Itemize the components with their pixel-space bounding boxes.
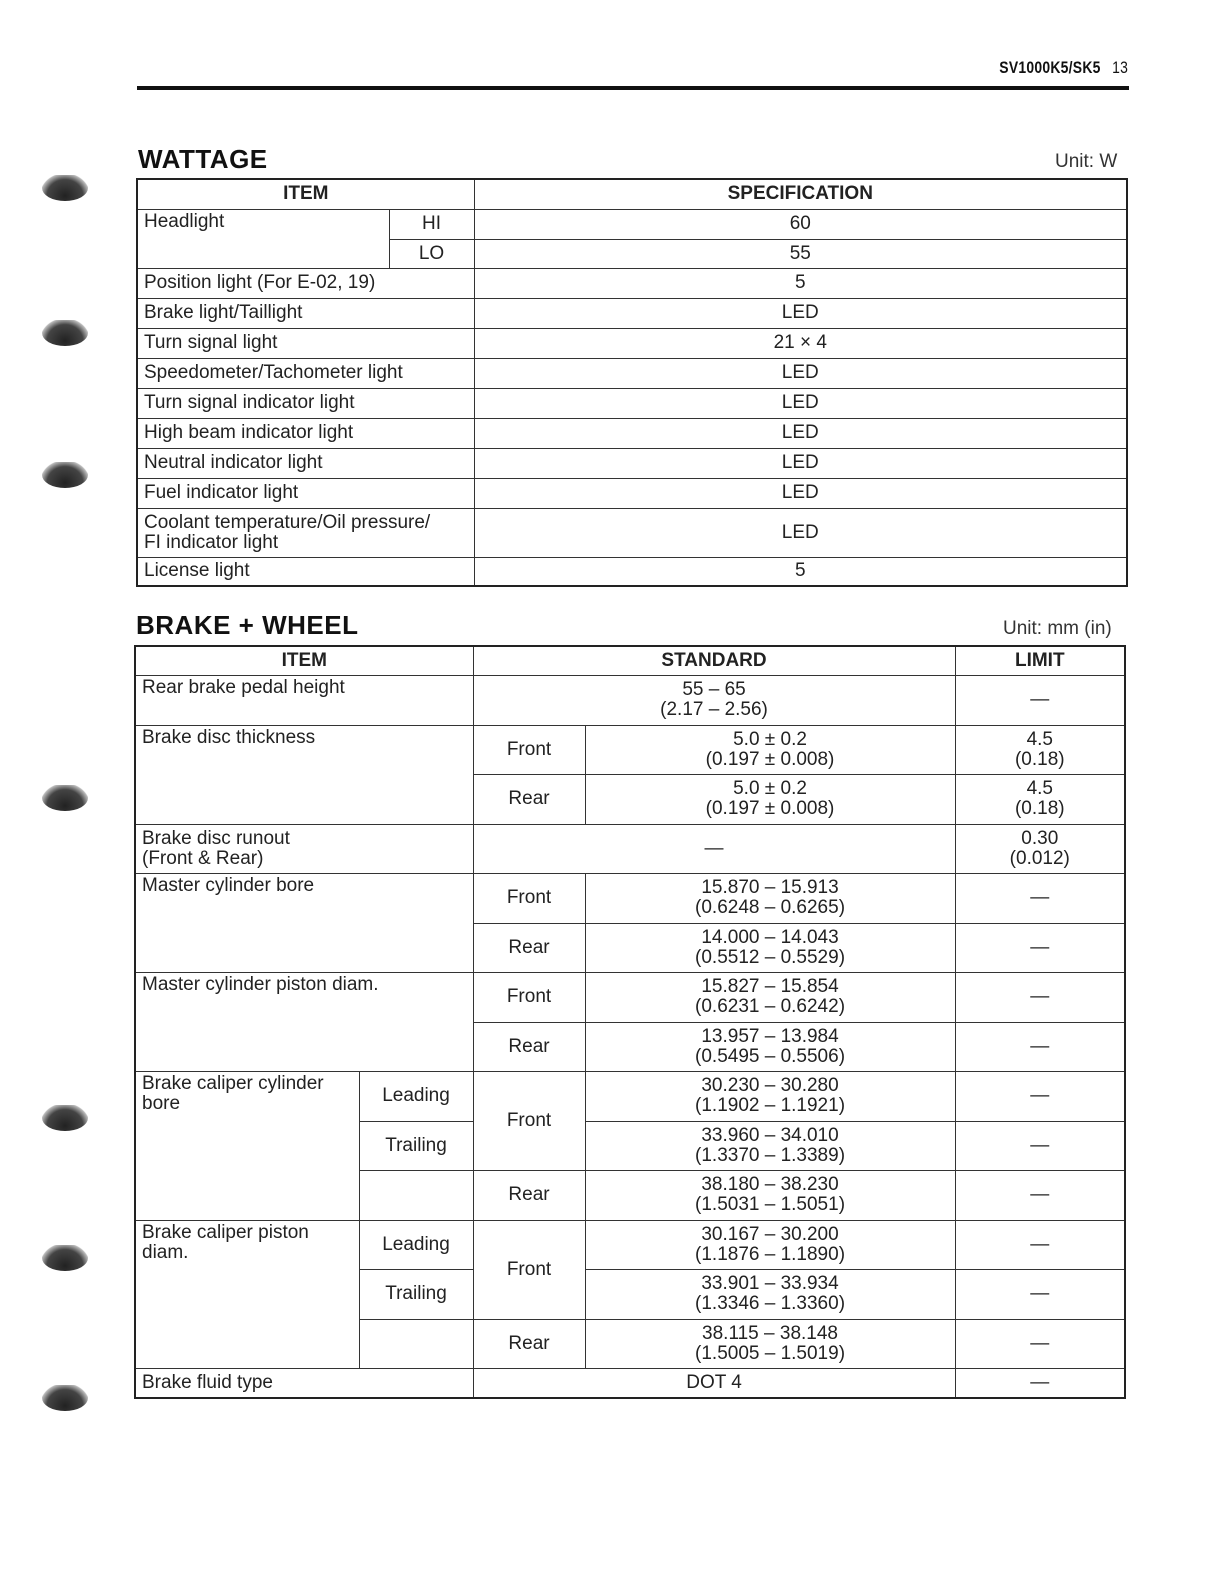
value-line: 15.870 – 15.913 [701, 877, 839, 898]
binder-ring [42, 785, 88, 811]
standard-value [585, 725, 955, 774]
position-front: Front [473, 725, 585, 774]
value-line: (0.197 ± 0.008) [705, 798, 835, 819]
value-line: (0.18) [1014, 748, 1065, 770]
standard-value [585, 1220, 955, 1269]
limit-value: — [955, 972, 1125, 1022]
empty-cell [359, 1170, 473, 1220]
value-line: (1.1902 – 1.1921) [695, 1095, 846, 1116]
item-label-line: (Front & Rear) [142, 847, 264, 869]
standard-value [585, 1121, 955, 1170]
table-row [137, 418, 1127, 448]
limit-value: — [955, 1368, 1125, 1398]
limit-value: — [955, 675, 1125, 725]
column-header-limit: LIMIT [955, 646, 1125, 675]
headlight-hi-label: HI [389, 209, 474, 239]
position-rear: Rear [473, 923, 585, 972]
value-line: (0.012) [1009, 847, 1070, 869]
item-label: Position light (For E-02, 19) [137, 268, 474, 298]
binder-ring [42, 320, 88, 346]
page-header [137, 56, 1129, 90]
value-line: 4.5 [1026, 728, 1053, 750]
value-line: (1.3346 – 1.3360) [695, 1293, 846, 1314]
position-front: Front [473, 1071, 585, 1170]
item-label: License light [137, 557, 474, 586]
model-code: SV1000K5/SK5 [999, 58, 1101, 77]
value-line: 13.957 – 13.984 [701, 1025, 839, 1047]
position-rear: Rear [473, 1170, 585, 1220]
value-line: 33.960 – 34.010 [701, 1124, 839, 1146]
item-label [137, 508, 474, 557]
limit-value [955, 725, 1125, 774]
wattage-unit: Unit: W [1055, 151, 1118, 172]
table-row [135, 1071, 1125, 1121]
item-rear-brake-pedal-height: Rear brake pedal height [135, 675, 473, 725]
limit-value: — [955, 923, 1125, 972]
binder-ring [42, 1105, 88, 1131]
spec-value: LED [474, 448, 1127, 478]
position-front: Front [473, 972, 585, 1022]
headlight-hi-value: 60 [474, 209, 1127, 239]
table-row [137, 478, 1127, 508]
table-row [135, 972, 1125, 1022]
item-label: Fuel indicator light [137, 478, 474, 508]
value-line: 30.230 – 30.280 [701, 1075, 839, 1096]
column-header-item: ITEM [135, 646, 473, 675]
value-line: (0.6231 – 0.6242) [695, 996, 846, 1017]
table-row [135, 675, 1125, 725]
item-label: Turn signal indicator light [137, 388, 474, 418]
value-line: 0.30 [1021, 827, 1059, 849]
item-brake-caliper-piston-diam [135, 1220, 359, 1368]
value-line: (0.5512 – 0.5529) [695, 946, 846, 968]
standard-value [585, 1071, 955, 1121]
limit-value: — [955, 1022, 1125, 1071]
value-line: 30.167 – 30.200 [701, 1223, 839, 1245]
item-brake-fluid-type: Brake fluid type [135, 1368, 473, 1398]
table-row [137, 448, 1127, 478]
standard-value [585, 1170, 955, 1220]
item-label: High beam indicator light [137, 418, 474, 448]
headlight-lo-label: LO [389, 239, 474, 268]
table-row [135, 1368, 1125, 1398]
table-header-row [135, 646, 1125, 675]
standard-value [585, 1269, 955, 1319]
standard-value [473, 675, 955, 725]
table-row [137, 557, 1127, 586]
position-front: Front [473, 1220, 585, 1319]
value-line: 15.827 – 15.854 [701, 976, 839, 997]
standard-value [585, 972, 955, 1022]
table-row [135, 873, 1125, 923]
value-line: (0.5495 – 0.5506) [695, 1045, 846, 1067]
value-line: (2.17 – 2.56) [660, 699, 768, 720]
table-row [137, 358, 1127, 388]
value-line: (0.6248 – 0.6265) [695, 897, 846, 918]
headlight-lo-value: 55 [474, 239, 1127, 268]
limit-value: — [955, 1220, 1125, 1269]
item-label: Neutral indicator light [137, 448, 474, 478]
table-header-row [137, 179, 1127, 209]
table-row [135, 1220, 1125, 1269]
table-row [137, 298, 1127, 328]
item-label-line: Coolant temperature/Oil pressure/ [144, 511, 431, 533]
position-rear: Rear [473, 1022, 585, 1071]
limit-value [955, 774, 1125, 824]
value-line: 5.0 ± 0.2 [733, 778, 807, 799]
limit-value: — [955, 873, 1125, 923]
binder-ring [42, 175, 88, 201]
item-label: Turn signal light [137, 328, 474, 358]
empty-cell [359, 1319, 473, 1368]
standard-value: — [473, 824, 955, 873]
position-rear: Rear [473, 1319, 585, 1368]
standard-value [585, 873, 955, 923]
header-text [999, 58, 1128, 78]
item-master-cylinder-bore: Master cylinder bore [135, 873, 473, 972]
table-row [135, 824, 1125, 873]
item-brake-caliper-cylinder-bore [135, 1071, 359, 1220]
limit-value: — [955, 1269, 1125, 1319]
value-line: 33.901 – 33.934 [701, 1273, 839, 1294]
value-line: 38.115 – 38.148 [702, 1322, 838, 1344]
spec-value: LED [474, 418, 1127, 448]
column-header-specification: SPECIFICATION [474, 179, 1127, 209]
spec-value: LED [474, 478, 1127, 508]
table-row [137, 508, 1127, 557]
standard-value: DOT 4 [473, 1368, 955, 1398]
spec-value: 21 × 4 [474, 328, 1127, 358]
brake-wheel-title: BRAKE + WHEEL [136, 610, 359, 640]
item-master-cylinder-piston-diam: Master cylinder piston diam. [135, 972, 473, 1071]
standard-value [585, 923, 955, 972]
value-line: (1.5031 – 1.5051) [695, 1194, 846, 1215]
binder-ring [42, 1385, 88, 1411]
caliper-leading: Leading [359, 1220, 473, 1269]
value-line: 55 – 65 [682, 679, 746, 700]
item-label: Speedometer/Tachometer light [137, 358, 474, 388]
value-line: (1.5005 – 1.5019) [695, 1342, 846, 1364]
item-label-line: FI indicator light [144, 531, 279, 553]
limit-value: — [955, 1319, 1125, 1368]
item-label: Brake light/Taillight [137, 298, 474, 328]
value-line: 38.180 – 38.230 [701, 1174, 839, 1195]
caliper-leading: Leading [359, 1071, 473, 1121]
spec-value: LED [474, 298, 1127, 328]
item-label-line: Brake disc runout [142, 827, 290, 849]
standard-value [585, 1319, 955, 1368]
caliper-trailing: Trailing [359, 1121, 473, 1170]
table-row [137, 209, 1127, 239]
value-line: 5.0 ± 0.2 [733, 728, 807, 750]
item-label-line: diam. [142, 1241, 189, 1263]
spec-value: LED [474, 508, 1127, 557]
standard-value [585, 774, 955, 824]
table-row [135, 725, 1125, 774]
spec-value: 5 [474, 557, 1127, 586]
spec-value: 5 [474, 268, 1127, 298]
value-line: (1.1876 – 1.1890) [695, 1243, 846, 1265]
brake-wheel-unit: Unit: mm (in) [1003, 618, 1112, 639]
spec-value: LED [474, 358, 1127, 388]
limit-value: — [955, 1071, 1125, 1121]
wattage-table [136, 178, 1128, 587]
column-header-standard: STANDARD [473, 646, 955, 675]
value-line: (0.18) [1014, 798, 1065, 819]
item-label-line: Brake caliper cylinder [142, 1072, 324, 1094]
column-header-item: ITEM [137, 179, 474, 209]
value-line: (1.3370 – 1.3389) [695, 1144, 846, 1166]
item-label-line: bore [142, 1092, 181, 1114]
value-line: (0.197 ± 0.008) [705, 748, 835, 770]
limit-value [955, 824, 1125, 873]
page-number: 13 [1111, 58, 1128, 77]
item-brake-disc-runout [135, 824, 473, 873]
binder-ring [42, 462, 88, 488]
caliper-trailing: Trailing [359, 1269, 473, 1319]
wattage-title: WATTAGE [138, 144, 268, 174]
brake-wheel-table [134, 645, 1126, 1399]
position-front: Front [473, 873, 585, 923]
item-brake-disc-thickness: Brake disc thickness [135, 725, 473, 824]
standard-value [585, 1022, 955, 1071]
value-line: 4.5 [1026, 778, 1053, 799]
spec-value: LED [474, 388, 1127, 418]
value-line: 14.000 – 14.043 [701, 926, 839, 948]
item-label-line: Brake caliper piston [142, 1221, 309, 1243]
table-row [137, 268, 1127, 298]
limit-value: — [955, 1121, 1125, 1170]
item-headlight: Headlight [137, 209, 389, 268]
table-row [137, 328, 1127, 358]
binder-ring [42, 1245, 88, 1271]
limit-value: — [955, 1170, 1125, 1220]
position-rear: Rear [473, 774, 585, 824]
table-row [137, 388, 1127, 418]
